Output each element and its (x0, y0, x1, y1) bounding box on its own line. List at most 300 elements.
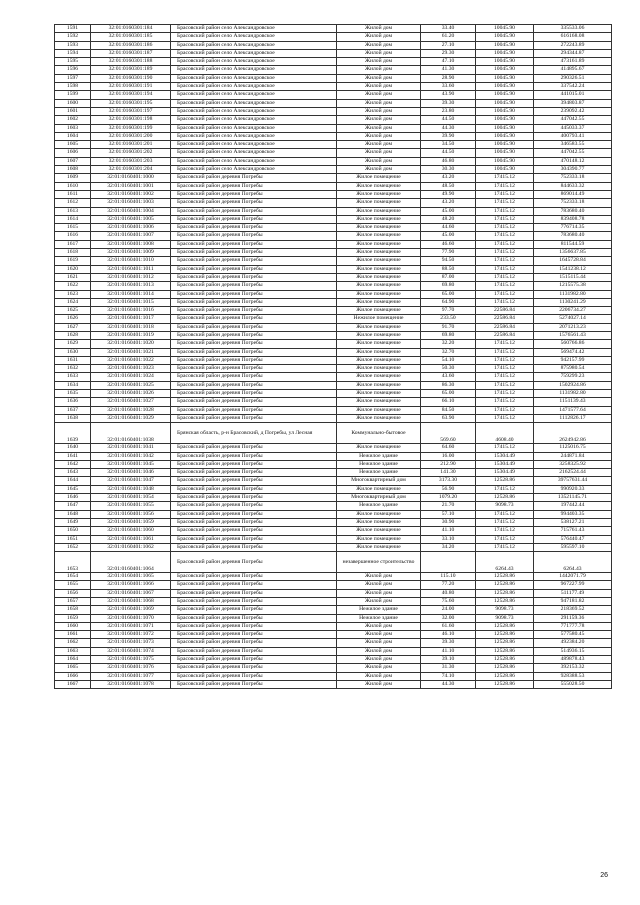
address-cell: Брасовский район деревня Погребы (171, 573, 337, 581)
cadastral-number-cell: 32:01:0160401:1056 (91, 510, 171, 518)
row-number-cell: 1626 (55, 315, 91, 323)
cadastral-value-cell: 5274027.14 (534, 315, 612, 323)
cadastral-number-cell: 32:01:0160401:1078 (91, 680, 171, 688)
address-cell: Брасовский район деревня Погребы (171, 656, 337, 664)
table-row (55, 132, 612, 140)
table-row (55, 469, 612, 477)
cadastral-number-cell: 32:01:0160301:198 (91, 116, 171, 124)
specific-value-cell: 17415.12 (476, 282, 534, 290)
address-cell: Брасовский район деревня Погребы (171, 631, 337, 639)
area-cell: 32.00 (421, 614, 476, 622)
row-number-cell: 1607 (55, 157, 91, 165)
table-row (55, 614, 612, 622)
table-row (55, 124, 612, 132)
object-type-cell: Жилой дом (337, 639, 421, 647)
address-cell: Брасовский район деревня Погребы (171, 340, 337, 348)
area-cell: 45.00 (421, 207, 476, 215)
specific-value-cell: 17415.12 (476, 365, 534, 373)
table-row (55, 190, 612, 198)
cadastral-value-cell: 218369.52 (534, 606, 612, 614)
table-row (55, 485, 612, 493)
cadastral-value-cell: 2624942.86 (534, 423, 612, 444)
table-row (55, 240, 612, 248)
cadastral-value-cell: 1471577.64 (534, 406, 612, 414)
row-number-cell: 1630 (55, 348, 91, 356)
table-row (55, 199, 612, 207)
area-cell: 77.20 (421, 581, 476, 589)
area-cell: 21.70 (421, 502, 476, 510)
area-cell: 65.00 (421, 390, 476, 398)
row-number-cell: 1663 (55, 647, 91, 655)
row-number-cell: 1657 (55, 598, 91, 606)
cadastral-number-cell: 32:01:0160401:1002 (91, 190, 171, 198)
object-type-cell: Жилой дом (337, 581, 421, 589)
area-cell: 41.10 (421, 527, 476, 535)
object-type-cell: Многоквартирный дом (337, 494, 421, 502)
address-cell: Брасовский район село Александровское (171, 49, 337, 57)
row-number-cell: 1597 (55, 74, 91, 82)
row-number-cell: 1621 (55, 273, 91, 281)
object-type-cell: Жилой дом (337, 49, 421, 57)
address-cell: Брасовский район деревня Погребы (171, 315, 337, 323)
object-type-cell: Жилое помещение (337, 199, 421, 207)
cadastral-value-cell: 2206734.27 (534, 307, 612, 315)
address-cell: Брасовский район деревня Погребы (171, 518, 337, 526)
specific-value-cell: 17415.12 (476, 543, 534, 551)
row-number-cell: 1595 (55, 58, 91, 66)
object-type-cell: Жилое помещение (337, 273, 421, 281)
area-cell: 233.50 (421, 315, 476, 323)
specific-value-cell: 12528.86 (476, 589, 534, 597)
object-type-cell: Жилой дом (337, 25, 421, 33)
object-type-cell: Жилое помещение (337, 265, 421, 273)
object-type-cell: Нежилое здание (337, 452, 421, 460)
object-type-cell: Жилой дом (337, 124, 421, 132)
specific-value-cell: 9098.73 (476, 614, 534, 622)
object-type-cell: Жилой дом (337, 680, 421, 688)
cadastral-number-cell: 32:01:0160401:1000 (91, 174, 171, 182)
cadastral-number-cell: 32:01:0160401:1062 (91, 543, 171, 551)
table-row (55, 232, 612, 240)
area-cell: 43.20 (421, 174, 476, 182)
address-cell: Брасовский район деревня Погребы (171, 331, 337, 339)
object-type-cell: Жилое помещение (337, 518, 421, 526)
specific-value-cell: 17415.12 (476, 215, 534, 223)
cadastral-number-cell: 32:01:0160301:203 (91, 157, 171, 165)
cadastral-value-cell: 445033.37 (534, 124, 612, 132)
specific-value-cell: 17415.12 (476, 444, 534, 452)
address-cell: Брасовский район село Александровское (171, 99, 337, 107)
address-cell: Брасовский район деревня Погребы (171, 307, 337, 315)
specific-value-cell: 17415.12 (476, 182, 534, 190)
area-cell: 33.60 (421, 83, 476, 91)
table-row (55, 452, 612, 460)
specific-value-cell: 12528.86 (476, 494, 534, 502)
cadastral-number-cell: 32:01:0160401:1017 (91, 315, 171, 323)
specific-value-cell: 17415.12 (476, 257, 534, 265)
specific-value-cell: 17415.12 (476, 199, 534, 207)
table-row (55, 510, 612, 518)
cadastral-value-cell: 447042.55 (534, 116, 612, 124)
cadastral-number-cell: 32:01:0160401:1064 (91, 552, 171, 573)
row-number-cell: 1615 (55, 224, 91, 232)
cadastral-value-cell: 577580.45 (534, 631, 612, 639)
area-cell: 23.80 (421, 107, 476, 115)
row-number-cell: 1633 (55, 373, 91, 381)
table-row (55, 477, 612, 485)
address-cell: Брасовский район село Александровское (171, 149, 337, 157)
object-type-cell: Нежилое здание (337, 606, 421, 614)
cadastral-value-cell: 394803.87 (534, 99, 612, 107)
area-cell: 30.30 (421, 166, 476, 174)
row-number-cell: 1634 (55, 381, 91, 389)
row-number-cell: 1636 (55, 398, 91, 406)
cadastral-number-cell: 32:01:0160301:200 (91, 132, 171, 140)
specific-value-cell: 12528.86 (476, 477, 534, 485)
cadastral-value-cell: 771777.78 (534, 622, 612, 630)
area-cell: 34.50 (421, 141, 476, 149)
cadastral-number-cell: 32:01:0160401:1006 (91, 224, 171, 232)
table-row (55, 647, 612, 655)
object-type-cell: Жилое помещение (337, 390, 421, 398)
cadastral-number-cell: 32:01:0160401:1048 (91, 485, 171, 493)
address-cell: Брасовский район деревня Погребы (171, 664, 337, 672)
row-number-cell: 1619 (55, 257, 91, 265)
area-cell: 27.10 (421, 41, 476, 49)
area-cell: 61.60 (421, 622, 476, 630)
object-type-cell: Жилое помещение (337, 510, 421, 518)
row-number-cell: 1650 (55, 527, 91, 535)
cadastral-value-cell: 569474.42 (534, 348, 612, 356)
object-type-cell: Жилое помещение (337, 182, 421, 190)
object-type-cell: Жилое помещение (337, 373, 421, 381)
address-cell: Брасовский район деревня Погребы (171, 477, 337, 485)
cadastral-value-cell: 715761.43 (534, 527, 612, 535)
row-number-cell: 1658 (55, 606, 91, 614)
cadastral-number-cell: 32:01:0160401:1029 (91, 414, 171, 422)
row-number-cell: 1646 (55, 494, 91, 502)
cadastral-value-cell: 967227.99 (534, 581, 612, 589)
object-type-cell: Нежилое здание (337, 614, 421, 622)
cadastral-value-cell: 1502924.86 (534, 381, 612, 389)
cadastral-number-cell: 32:01:0160401:1005 (91, 215, 171, 223)
area-cell: 34.20 (421, 543, 476, 551)
object-type-cell: Жилой дом (337, 141, 421, 149)
specific-value-cell: 12528.86 (476, 622, 534, 630)
area-cell: 212.90 (421, 460, 476, 468)
address-cell: Брасовский район село Александровское (171, 132, 337, 140)
object-type-cell: Жилой дом (337, 83, 421, 91)
object-type-cell: Многоквартирный дом (337, 477, 421, 485)
cadastral-number-cell: 32:01:0160401:1072 (91, 631, 171, 639)
specific-value-cell: 17415.12 (476, 232, 534, 240)
row-number-cell: 1655 (55, 581, 91, 589)
object-type-cell: Жилое помещение (337, 323, 421, 331)
row-number-cell: 1635 (55, 390, 91, 398)
address-cell: Брасовский район деревня Погребы (171, 381, 337, 389)
specific-value-cell: 17415.12 (476, 265, 534, 273)
address-cell: Брасовский район село Александровское (171, 66, 337, 74)
cadastral-number-cell: 32:01:0160401:1055 (91, 502, 171, 510)
object-type-cell: Жилое помещение (337, 298, 421, 306)
cadastral-value-cell: 473161.89 (534, 58, 612, 66)
table-row (55, 265, 612, 273)
cadastral-value-cell: 244871.84 (534, 452, 612, 460)
cadastral-value-cell: 511177.49 (534, 589, 612, 597)
object-type-cell: Жилой дом (337, 99, 421, 107)
table-row (55, 107, 612, 115)
specific-value-cell: 10045.90 (476, 99, 534, 107)
row-number-cell: 1641 (55, 452, 91, 460)
row-number-cell: 1662 (55, 639, 91, 647)
specific-value-cell: 10045.90 (476, 33, 534, 41)
cadastral-number-cell: 32:01:0160401:1038 (91, 423, 171, 444)
table-row (55, 680, 612, 688)
area-cell: 39.10 (421, 656, 476, 664)
specific-value-cell: 15304.49 (476, 452, 534, 460)
area-cell: 64.90 (421, 298, 476, 306)
specific-value-cell: 10045.90 (476, 74, 534, 82)
address-cell: Брасовский район село Александровское (171, 107, 337, 115)
address-cell: Брасовский район деревня Погребы (171, 469, 337, 477)
cadastral-value-cell: 595597.10 (534, 543, 612, 551)
cadastral-number-cell: 32:01:0160401:1059 (91, 518, 171, 526)
address-cell: Брасовский район деревня Погребы (171, 581, 337, 589)
area-cell: 56.90 (421, 485, 476, 493)
cadastral-number-cell: 32:01:0160401:1054 (91, 494, 171, 502)
table-row (55, 356, 612, 364)
address-cell: Брасовский район деревня Погребы (171, 460, 337, 468)
specific-value-cell: 10045.90 (476, 132, 534, 140)
cadastral-value-cell: 414895.67 (534, 66, 612, 74)
area-cell: 16.00 (421, 452, 476, 460)
address-cell: Брасовский район деревня Погребы (171, 298, 337, 306)
area-cell: 31.30 (421, 664, 476, 672)
row-number-cell: 1654 (55, 573, 91, 581)
table-row (55, 157, 612, 165)
cadastral-number-cell: 32:01:0160401:1024 (91, 373, 171, 381)
row-number-cell: 1617 (55, 240, 91, 248)
cadastral-number-cell: 32:01:0160401:1004 (91, 207, 171, 215)
cadastral-number-cell: 32:01:0160401:1016 (91, 307, 171, 315)
cadastral-value-cell: 447042.55 (534, 149, 612, 157)
cadastral-value-cell: 875980.54 (534, 365, 612, 373)
address-cell: Брасовский район деревня Погребы (171, 647, 337, 655)
cadastral-value-cell: 489878.43 (534, 656, 612, 664)
cadastral-value-cell: 346583.55 (534, 141, 612, 149)
table-row (55, 273, 612, 281)
address-cell: Брасовский район деревня Погребы (171, 224, 337, 232)
row-number-cell: 1640 (55, 444, 91, 452)
specific-value-cell: 10045.90 (476, 166, 534, 174)
cadastral-number-cell: 32:01:0160401:1045 (91, 460, 171, 468)
address-cell: Брасовский район деревня Погребы (171, 323, 337, 331)
object-type-cell: Жилое помещение (337, 257, 421, 265)
specific-value-cell: 12528.86 (476, 672, 534, 680)
page-number: 26 (600, 872, 608, 879)
cadastral-number-cell: 32:01:0160401:1018 (91, 323, 171, 331)
row-number-cell: 1613 (55, 207, 91, 215)
specific-value-cell: 9098.73 (476, 606, 534, 614)
row-number-cell: 1645 (55, 485, 91, 493)
table-row (55, 91, 612, 99)
area-cell: 94.50 (421, 257, 476, 265)
specific-value-cell: 17415.12 (476, 381, 534, 389)
table-row (55, 149, 612, 157)
table-row (55, 622, 612, 630)
cadastral-number-cell: 32:01:0160301:191 (91, 83, 171, 91)
area-cell: 88.50 (421, 265, 476, 273)
area-cell: 46.80 (421, 157, 476, 165)
row-number-cell: 1665 (55, 664, 91, 672)
object-type-cell: Жилое помещение (337, 348, 421, 356)
specific-value-cell: 4608.40 (476, 423, 534, 444)
row-number-cell: 1653 (55, 552, 91, 573)
object-type-cell: Жилой дом (337, 672, 421, 680)
specific-value-cell: 17415.12 (476, 340, 534, 348)
row-number-cell: 1604 (55, 132, 91, 140)
area-cell: 69.80 (421, 331, 476, 339)
cadastral-number-cell: 32:01:0160301:190 (91, 74, 171, 82)
cadastral-value-cell: 1576561.43 (534, 331, 612, 339)
address-cell: Брасовский район деревня Погребы (171, 543, 337, 551)
cadastral-value-cell: 990920.33 (534, 485, 612, 493)
address-cell: Брасовский район деревня Погребы (171, 494, 337, 502)
address-cell: Брасовский район деревня Погребы (171, 174, 337, 182)
address-cell: Брасовский район село Александровское (171, 83, 337, 91)
area-cell: 29.30 (421, 49, 476, 57)
cadastral-value-cell: 2071213.23 (534, 323, 612, 331)
row-number-cell: 1660 (55, 622, 91, 630)
object-type-cell: Жилой дом (337, 631, 421, 639)
address-cell: Брасовский район деревня Погребы (171, 598, 337, 606)
table-row (55, 639, 612, 647)
cadastral-number-cell: 32:01:0160401:1010 (91, 257, 171, 265)
object-type-cell: Жилое помещение (337, 190, 421, 198)
table-row (55, 552, 612, 573)
table-row (55, 390, 612, 398)
row-number-cell: 1625 (55, 307, 91, 315)
cadastral-value-cell: 783680.40 (534, 207, 612, 215)
table-row (55, 83, 612, 91)
cadastral-number-cell: 32:01:0160401:1023 (91, 365, 171, 373)
address-cell: Брасовский район село Александровское (171, 25, 337, 33)
row-number-cell: 1667 (55, 680, 91, 688)
specific-value-cell: 17415.12 (476, 373, 534, 381)
row-number-cell: 1623 (55, 290, 91, 298)
area-cell: 569.60 (421, 423, 476, 444)
specific-value-cell: 15304.49 (476, 460, 534, 468)
row-number-cell: 1618 (55, 249, 91, 257)
table-row (55, 74, 612, 82)
row-number-cell: 1596 (55, 66, 91, 74)
row-number-cell: 1622 (55, 282, 91, 290)
cadastral-value-cell: 839408.78 (534, 215, 612, 223)
cadastral-value-cell: 1645728.84 (534, 257, 612, 265)
row-number-cell: 1666 (55, 672, 91, 680)
table-row (55, 581, 612, 589)
table-body (55, 25, 612, 689)
address-cell: Брасовский район деревня Погребы (171, 199, 337, 207)
row-number-cell: 1628 (55, 331, 91, 339)
table-row (55, 373, 612, 381)
cadastral-value-cell: 1151139.43 (534, 398, 612, 406)
table-row (55, 174, 612, 182)
cadastral-value-cell: 759299.23 (534, 373, 612, 381)
object-type-cell: Жилой дом (337, 33, 421, 41)
specific-value-cell: 10045.90 (476, 25, 534, 33)
object-type-cell: Жилой дом (337, 58, 421, 66)
cadastral-number-cell: 32:01:0160401:1008 (91, 240, 171, 248)
table-row (55, 423, 612, 444)
row-number-cell: 1627 (55, 323, 91, 331)
table-row (55, 398, 612, 406)
address-cell: Брасовский район деревня Погребы (171, 249, 337, 257)
cadastral-value-cell: 39757631.44 (534, 477, 612, 485)
area-cell: 44.30 (421, 124, 476, 132)
area-cell: 46.60 (421, 240, 476, 248)
row-number-cell: 1592 (55, 33, 91, 41)
specific-value-cell: 17415.12 (476, 510, 534, 518)
row-number-cell: 1594 (55, 49, 91, 57)
specific-value-cell: 22586.84 (476, 331, 534, 339)
address-cell: Брасовский район деревня Погребы (171, 398, 337, 406)
area-cell: 33.10 (421, 535, 476, 543)
object-type-cell: Нежилое здание (337, 469, 421, 477)
cadastral-number-cell: 32:01:0160301:189 (91, 66, 171, 74)
address-cell: Брасовский район село Александровское (171, 91, 337, 99)
address-cell: Брасовский район деревня Погребы (171, 552, 337, 573)
cadastral-number-cell: 32:01:0160401:1070 (91, 614, 171, 622)
area-cell: 1079.20 (421, 494, 476, 502)
table-row (55, 406, 612, 414)
specific-value-cell: 10045.90 (476, 149, 534, 157)
cadastral-number-cell: 32:01:0160301:186 (91, 41, 171, 49)
row-number-cell: 1598 (55, 83, 91, 91)
table-row (55, 315, 612, 323)
area-cell: 63.90 (421, 414, 476, 422)
object-type-cell: Жилой дом (337, 116, 421, 124)
table-row (55, 41, 612, 49)
table-row (55, 331, 612, 339)
table-row (55, 215, 612, 223)
cadastral-value-cell: 811544.59 (534, 240, 612, 248)
cadastral-number-cell: 32:01:0160401:1041 (91, 444, 171, 452)
specific-value-cell: 17415.12 (476, 485, 534, 493)
address-cell: Брасовский район село Александровское (171, 124, 337, 132)
cadastral-number-cell: 32:01:0160301:202 (91, 149, 171, 157)
specific-value-cell: 12528.86 (476, 581, 534, 589)
area-cell: 87.00 (421, 273, 476, 281)
area-cell: 32.20 (421, 340, 476, 348)
cadastral-value-cell: 294344.87 (534, 49, 612, 57)
table-row (55, 224, 612, 232)
table-row (55, 166, 612, 174)
address-cell: Брасовский район село Александровское (171, 166, 337, 174)
address-cell: Брасовский район деревня Погребы (171, 672, 337, 680)
object-type-cell: Жилое помещение (337, 331, 421, 339)
object-type-cell: Жилое помещение (337, 282, 421, 290)
table-row (55, 414, 612, 422)
cadastral-value-cell: 392153.32 (534, 664, 612, 672)
area-cell: 43.20 (421, 199, 476, 207)
address-cell: Брасовский район деревня Погребы (171, 182, 337, 190)
object-type-cell: Жилое помещение (337, 444, 421, 452)
cadastral-number-cell: 32:01:0160401:1013 (91, 282, 171, 290)
specific-value-cell: 10045.90 (476, 83, 534, 91)
row-number-cell: 1661 (55, 631, 91, 639)
table-row (55, 598, 612, 606)
